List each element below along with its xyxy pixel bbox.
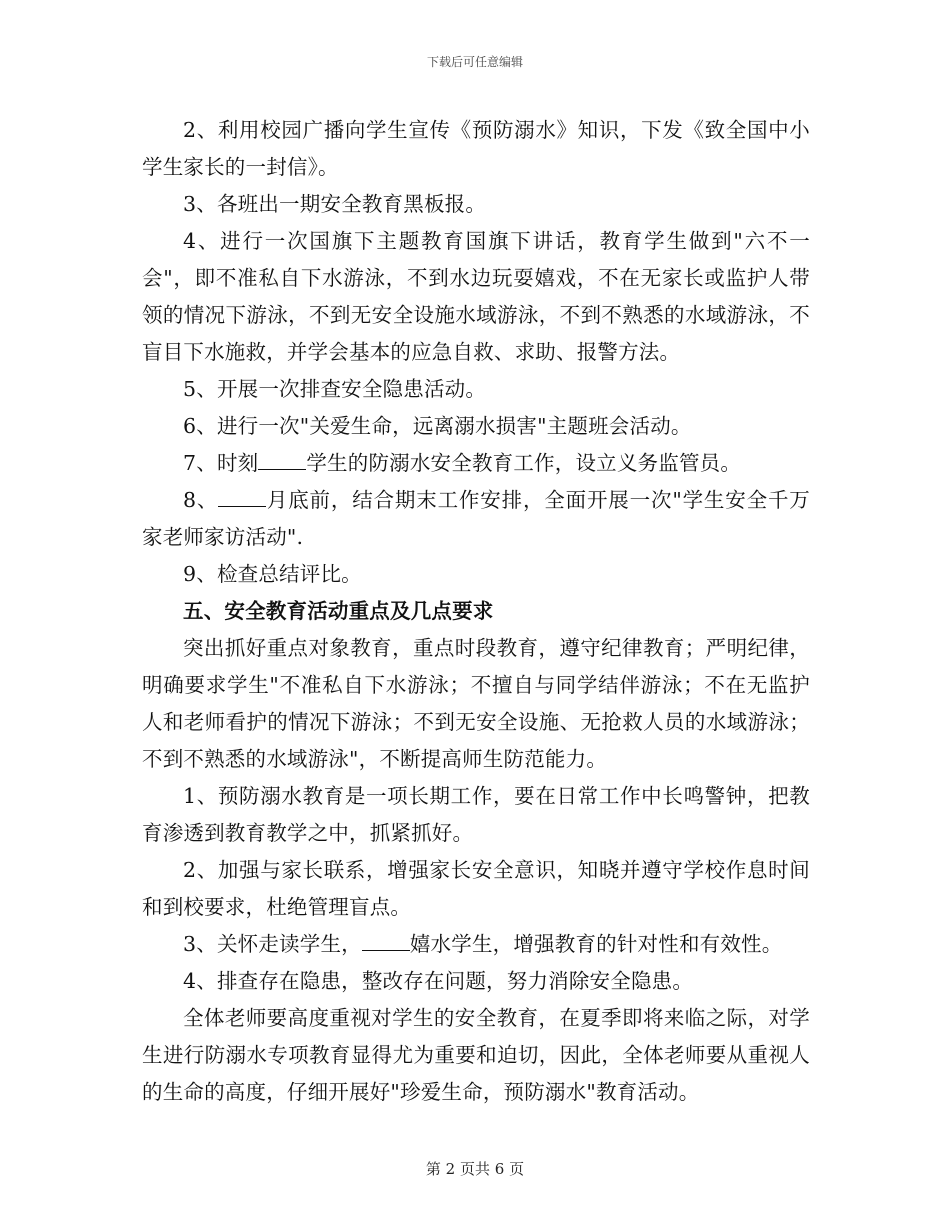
requirement-4: 4、排查存在隐患，整改存在问题，努力消除安全隐患。 <box>183 969 694 993</box>
item-7-text-before: 7、时刻 <box>183 451 259 475</box>
paragraph-item-9: 9、检查总结评比。 <box>183 562 362 586</box>
paragraph-item-7 <box>142 445 810 482</box>
requirement-1: 1、预防溺水教育是一项长期工作，要在日常工作中长鸣警钟，把教育渗透到教育教学之中，抓紧抓好。 <box>142 784 810 845</box>
requirement-3-text-after: 嬉水学生，增强教育的针对性和有效性。 <box>409 932 783 956</box>
section-heading: 五、安全教育活动重点及几点要求 <box>183 599 494 623</box>
item-8-text-before: 8、 <box>183 488 219 512</box>
fill-in-blank <box>258 451 306 470</box>
paragraph-item-3: 3、各班出一期安全教育黑板报。 <box>183 192 487 216</box>
document-body <box>142 112 810 1111</box>
paragraph-item-8 <box>142 482 810 556</box>
requirement-3 <box>142 926 810 963</box>
item-8-text-after: 月底前，结合期末工作安排，全面开展一次"学生安全千万家老师家访活动". <box>142 488 810 549</box>
fill-in-blank <box>362 932 410 951</box>
paragraph-item-6: 6、进行一次"关爱生命，远离溺水损害"主题班会活动。 <box>183 414 692 438</box>
paragraph-item-4: 4、进行一次国旗下主题教育国旗下讲话，教育学生做到"六不一会"，即不准私自下水游泳，不到水边玩耍嬉戏，不在无家长或监护人带领的情况下游泳，不到无安全设施水域游泳，不到不熟悉的水域游泳，不盲目下水施救，并学会基本的应急自救、求助、报警方法。 <box>142 229 810 364</box>
fill-in-blank <box>218 488 266 507</box>
paragraph-item-2: 2、利用校园广播向学生宣传《预防溺水》知识，下发《致全国中小学生家长的一封信》。 <box>142 118 810 179</box>
page-header: 下载后可任意编辑 <box>426 55 523 69</box>
requirement-3-text-before: 3、关怀走读学生， <box>183 932 362 956</box>
paragraph-item-5: 5、开展一次排查安全隐患活动。 <box>183 377 487 401</box>
closing-paragraph: 全体老师要高度重视对学生的安全教育，在夏季即将来临之际，对学生进行防溺水专项教育显得尤为重要和迫切，因此，全体老师要从重视人的生命的高度，仔细开展好"珍爱生命，预防溺水"教育活动。 <box>142 1006 810 1104</box>
section-intro-paragraph: 突出抓好重点对象教育，重点时段教育，遵守纪律教育；严明纪律，明确要求学生"不准私自下水游泳；不擅自与同学结伴游泳；不在无监护人和老师看护的情况下游泳；不到无安全设施、无抢救人员的水域游泳；不到不熟悉的水域游泳"，不断提高师生防范能力。 <box>142 636 810 771</box>
requirement-2: 2、加强与家长联系，增强家长安全意识，知晓并遵守学校作息时间和到校要求，杜绝管理盲点。 <box>142 858 810 919</box>
page-footer: 第 2 页共 6 页 <box>425 1160 525 1178</box>
item-7-text-after: 学生的防溺水安全教育工作，设立义务监管员。 <box>306 451 742 475</box>
